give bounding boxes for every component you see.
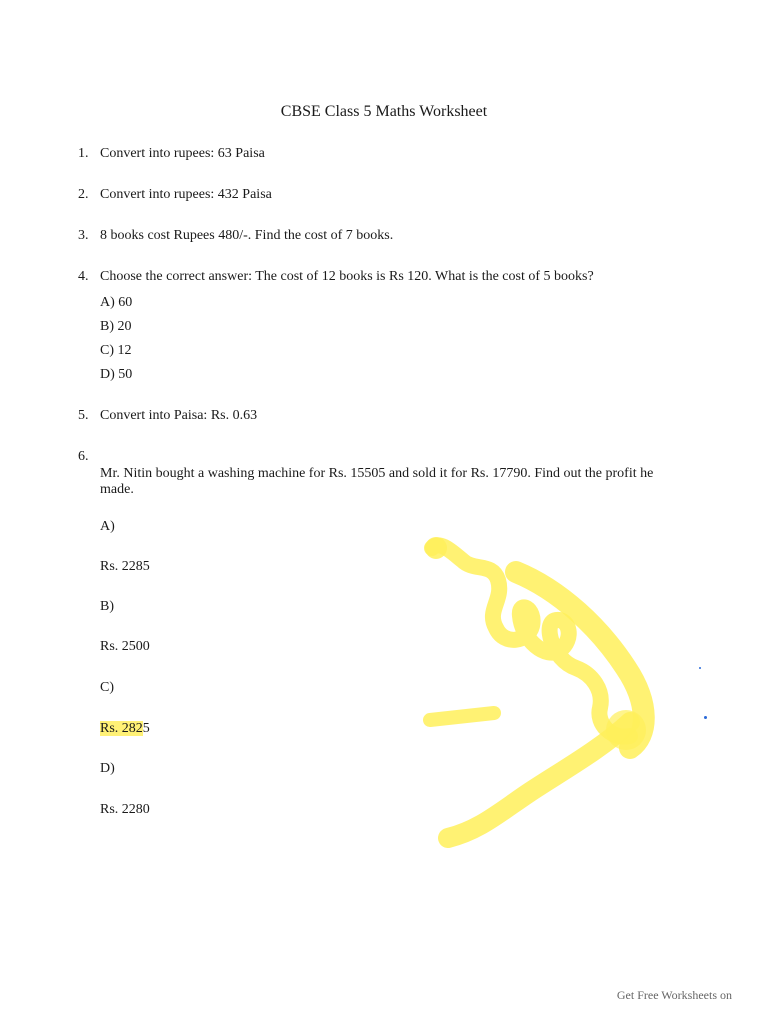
option-a: A) 60: [100, 295, 133, 310]
question-number: 4.: [78, 269, 89, 284]
ink-dot: [699, 667, 701, 669]
question-text-line-1: Mr. Nitin bought a washing machine for Rs. 15505 and sold it for Rs. 17790. Find out the profit he: [100, 466, 654, 481]
question-text: Choose the correct answer: The cost of 12 books is Rs 120. What is the cost of 5 books?: [100, 269, 594, 284]
option-letter-c: C): [100, 680, 114, 695]
option-value-b: Rs. 2500: [100, 639, 150, 654]
option-letter-b: B): [100, 599, 114, 614]
question-text: 8 books cost Rupees 480/-. Find the cost of 7 books.: [100, 228, 394, 243]
scribble-blob-right: [606, 710, 646, 750]
highlighted-answer: Rs. 282: [100, 721, 143, 736]
option-letter-a: A): [100, 519, 115, 534]
footer-text: Get Free Worksheets on: [616, 988, 732, 1002]
ink-dot: [704, 716, 707, 719]
scribble-loops: [432, 545, 630, 736]
question-text: Convert into rupees: 432 Paisa: [100, 187, 272, 202]
option-value-c: [100, 720, 150, 737]
option-value-a: Rs. 2285: [100, 559, 150, 574]
question-number: 2.: [78, 187, 89, 202]
scribble-dash: [430, 713, 494, 720]
question-number: 1.: [78, 146, 89, 161]
scribble-blob-top: [425, 537, 447, 559]
page-title: CBSE Class 5 Maths Worksheet: [280, 103, 488, 120]
scribble-curve-lower: [448, 722, 630, 838]
option-b: B) 20: [100, 319, 132, 334]
question-number: 5.: [78, 408, 89, 423]
question-number: 3.: [78, 228, 89, 243]
option-letter-d: D): [100, 761, 115, 776]
question-number: 6.: [78, 449, 89, 464]
question-text: Convert into Paisa: Rs. 0.63: [100, 408, 258, 423]
option-c: C) 12: [100, 343, 132, 358]
question-text: Convert into rupees: 63 Paisa: [100, 146, 265, 161]
answer-rest: 5: [142, 721, 150, 736]
scribble-arc: [516, 572, 644, 748]
option-d: D) 50: [100, 367, 133, 382]
question-text-line-2: made.: [100, 482, 134, 497]
option-value-d: Rs. 2280: [100, 802, 150, 817]
